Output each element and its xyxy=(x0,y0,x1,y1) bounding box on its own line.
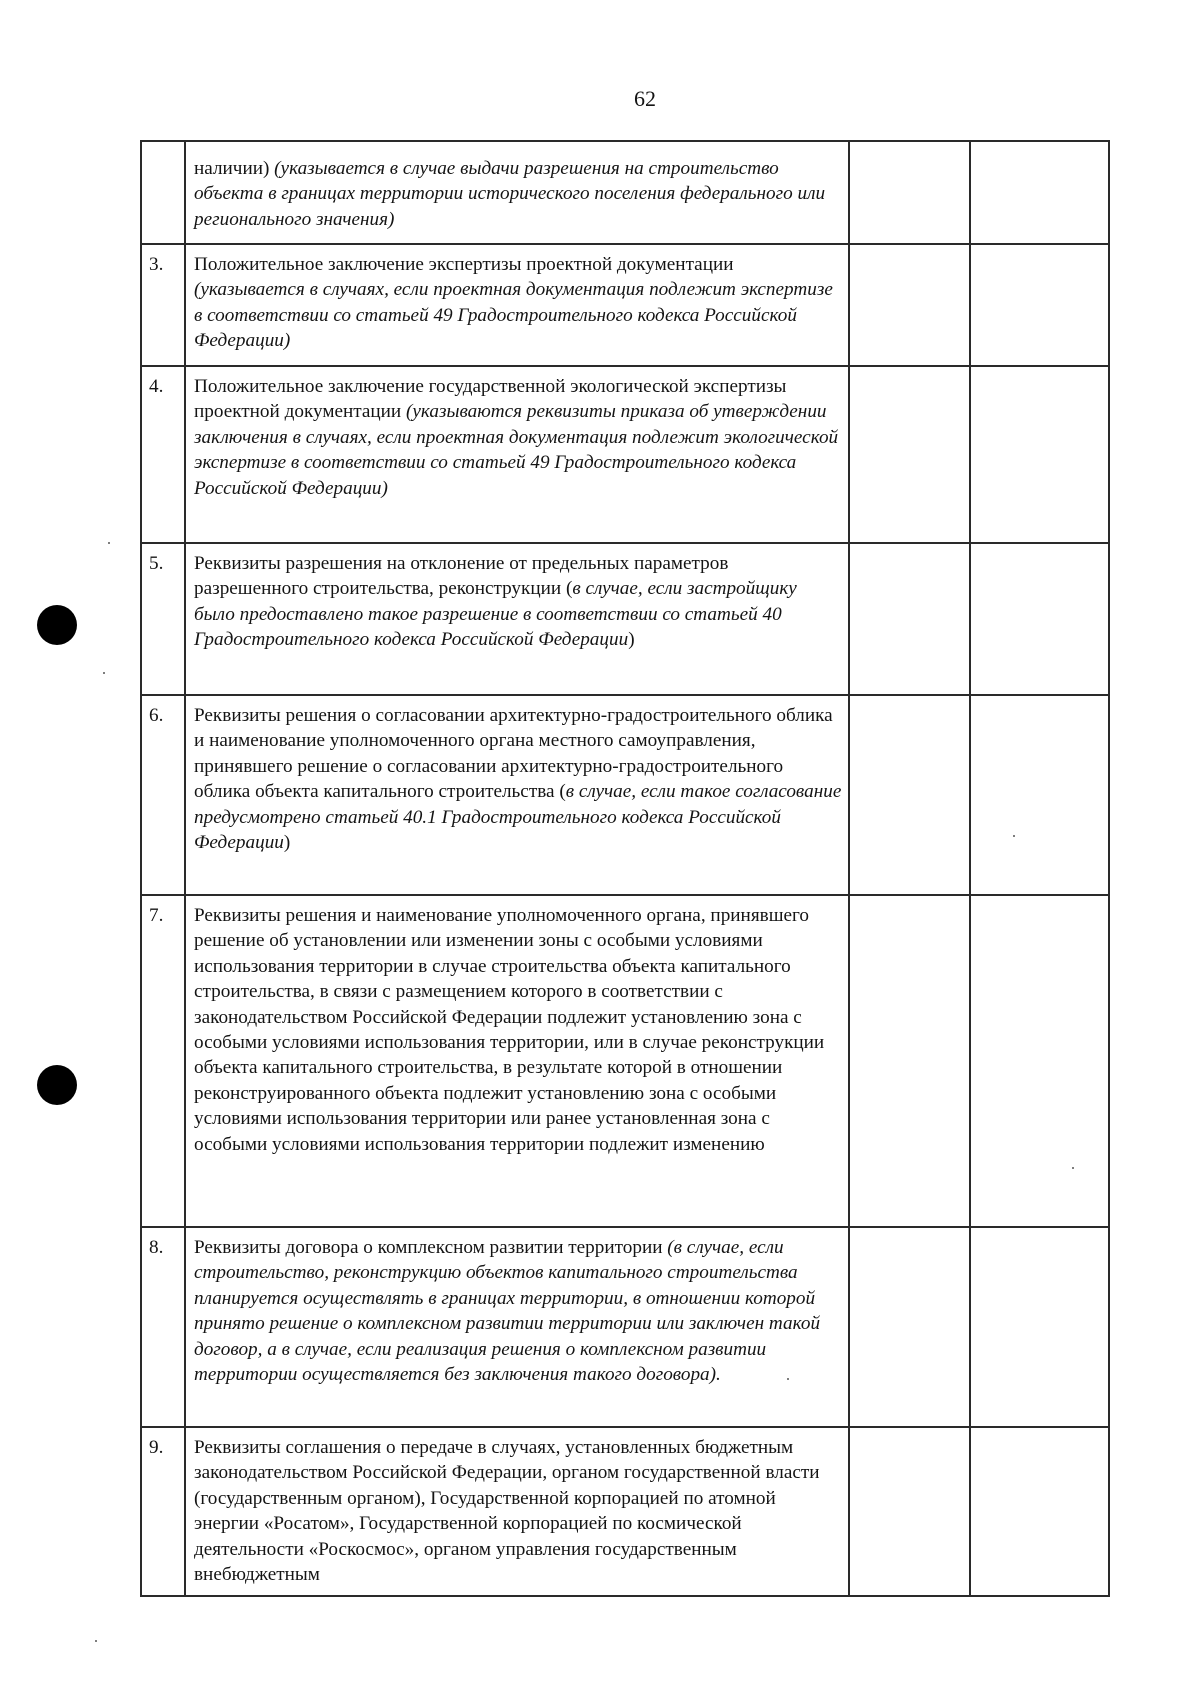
table-row xyxy=(141,1227,1109,1427)
empty-cell xyxy=(849,695,970,895)
punch-hole-mark xyxy=(37,1065,77,1105)
row-number: 8. xyxy=(141,1227,185,1427)
row-text-italic: в случае, если такое согласование предусмотрено статьей 40.1 Градостроительного кодекса Российской Федерации xyxy=(194,781,842,854)
empty-cell xyxy=(849,1227,970,1427)
row-text-normal: Положительное заключение экспертизы проектной документации xyxy=(194,254,734,275)
empty-cell xyxy=(849,895,970,1227)
table-row xyxy=(141,244,1109,366)
row-number: 4. xyxy=(141,366,185,543)
empty-cell xyxy=(849,244,970,366)
row-description xyxy=(185,244,849,366)
row-text-italic: (в случае, если строительство, реконструкцию объектов капитального строительства планируется осуществлять в границах территории, в отношении которой принято решение о комплексном развитии территории или заключен такой договор, а в случае, если реализация решения о комплексном развитии территории осуществляется без заключения такого договора). xyxy=(194,1237,821,1386)
empty-cell xyxy=(970,895,1109,1227)
page-number: 62 xyxy=(634,86,656,111)
empty-cell xyxy=(970,695,1109,895)
table-row xyxy=(141,895,1109,1227)
empty-cell xyxy=(970,1227,1109,1427)
scan-speck xyxy=(95,1640,97,1642)
table-row xyxy=(141,141,1109,244)
empty-cell xyxy=(849,1427,970,1596)
row-text-italic: в случае, если застройщику было предоставлено такое разрешение в соответствии со статьей 40 Градостроительного кодекса Российской Федерации xyxy=(194,578,797,651)
row-text-normal: Реквизиты разрешения на отклонение от предельных параметров разрешенного строительства, реконструкции ( xyxy=(194,553,729,600)
row-number: 7. xyxy=(141,895,185,1227)
table-row xyxy=(141,366,1109,543)
row-text-normal: Реквизиты решения о согласовании архитектурно-градостроительного облика и наименование уполномоченного органа местного самоуправления, принявшего решение о согласовании архитектурно-градостроительного облика объекта капитального строительства ( xyxy=(194,705,833,803)
row-text-normal: Реквизиты решения и наименование уполномоченного органа, принявшего решение об установлении или изменении зоны с особыми условиями использования территории в случае строительства объекта капитального строительства, в связи с размещением которого в соответствии с законодательством Российской Федерации подлежит установлению зона с особыми условиями использования территории, или в случае реконструкции объекта капитального строительства, в результате которой в отношении реконструированного объекта подлежит установлению зона с особыми условиями использования территории или ранее установленная зона с особыми условиями использования территории подлежит изменению xyxy=(194,905,825,1155)
row-text-normal: Реквизиты соглашения о передаче в случаях, установленных бюджетным законодательством Российской Федерации, органом государственной власти (государственным органом), Государственной корпорацией по атомной энергии «Росатом», Государственной корпорацией по космической деятельности «Роскосмос», органом управления государственным внебюджетным xyxy=(194,1437,820,1586)
row-text-italic: (указывается в случаях, если проектная документация подлежит экспертизе в соответствии со статьей 49 Градостроительного кодекса Российской Федерации) xyxy=(194,279,833,352)
row-description xyxy=(185,895,849,1227)
table-row xyxy=(141,695,1109,895)
table-row xyxy=(141,543,1109,695)
row-text-italic: (указываются реквизиты приказа об утверждении заключения в случаях, если проектная документация подлежит экологической экспертизе в соответствии со статьей 49 Градостроительного кодекса Российской Федерации) xyxy=(194,401,839,499)
row-text-normal: Реквизиты договора о комплексном развитии территории xyxy=(194,1237,668,1258)
row-number xyxy=(141,141,185,244)
empty-cell xyxy=(849,543,970,695)
row-description xyxy=(185,1227,849,1427)
row-number: 9. xyxy=(141,1427,185,1596)
empty-cell xyxy=(970,543,1109,695)
empty-cell xyxy=(849,141,970,244)
row-description xyxy=(185,141,849,244)
row-description xyxy=(185,695,849,895)
row-text-italic: (указывается в случае выдачи разрешения на строительство объекта в границах территории исторического поселения федерального или регионального значения) xyxy=(194,158,826,230)
punch-hole-mark xyxy=(37,605,77,645)
empty-cell xyxy=(970,141,1109,244)
empty-cell xyxy=(970,366,1109,543)
row-number: 5. xyxy=(141,543,185,695)
row-text-normal: наличии) xyxy=(194,158,275,179)
empty-cell xyxy=(849,366,970,543)
table-row xyxy=(141,1427,1109,1596)
row-number: 3. xyxy=(141,244,185,366)
row-description xyxy=(185,1427,849,1596)
empty-cell xyxy=(970,1427,1109,1596)
scan-speck xyxy=(108,542,110,544)
row-description xyxy=(185,366,849,543)
row-text-normal: Положительное заключение государственной экологической экспертизы проектной документации xyxy=(194,376,787,423)
empty-cell xyxy=(970,244,1109,366)
scan-speck xyxy=(103,672,105,674)
row-number: 6. xyxy=(141,695,185,895)
row-text-tail: ) xyxy=(283,832,291,854)
document-table xyxy=(140,140,1110,1597)
row-text-tail: ) xyxy=(628,629,635,651)
row-description xyxy=(185,543,849,695)
